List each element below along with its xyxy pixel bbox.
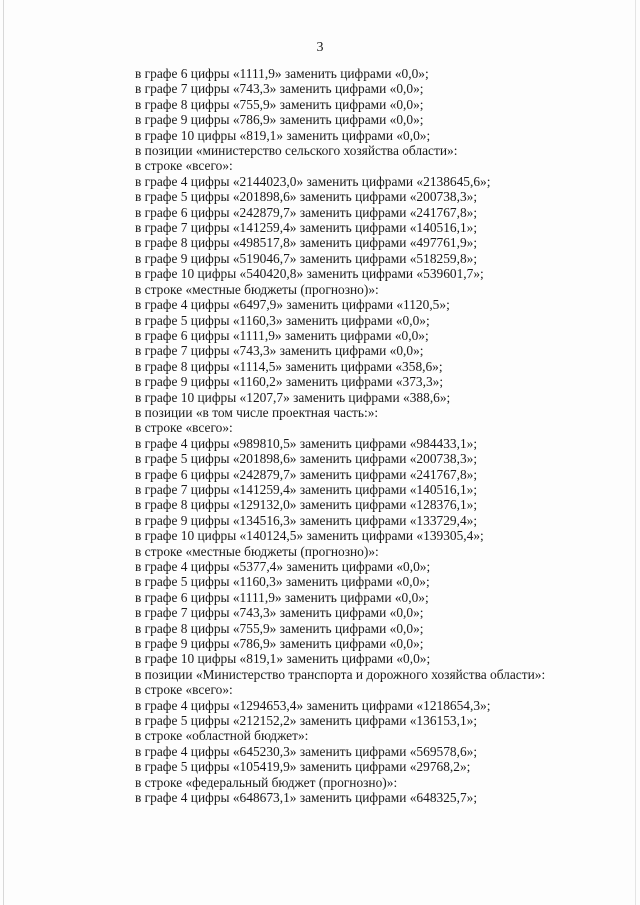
text-line: в графе 6 цифры «242879,7» заменить цифрами «241767,8»; — [135, 204, 478, 220]
text-line: в графе 8 цифры «1114,5» заменить цифрами «358,6»; — [135, 358, 443, 374]
text-line: в строке «местные бюджеты (прогнозно)»: — [135, 281, 379, 297]
text-line: в графе 8 цифры «755,9» заменить цифрами «0,0»; — [135, 96, 424, 112]
text-line: в графе 7 цифры «743,3» заменить цифрами «0,0»; — [135, 343, 424, 359]
text-line: в графе 5 цифры «1160,3» заменить цифрами «0,0»; — [135, 312, 430, 328]
text-line: в строке «всего»: — [135, 420, 233, 436]
text-line: в строке «местные бюджеты (прогнозно)»: — [135, 543, 379, 559]
text-line: в графе 4 цифры «2144023,0» заменить цифрами «2138645,6»; — [135, 173, 491, 189]
text-line: в графе 10 цифры «819,1» заменить цифрами «0,0»; — [135, 127, 431, 143]
text-line: в строке «федеральный бюджет (прогнозно)»: — [135, 774, 398, 790]
text-line: в графе 4 цифры «1294653,4» заменить цифрами «1218654,3»; — [135, 697, 491, 713]
text-line: в позиции «министерство сельского хозяйства области»: — [135, 143, 458, 159]
text-line: в графе 4 цифры «6497,9» заменить цифрами «1120,5»; — [135, 297, 450, 313]
text-line: в графе 4 цифры «5377,4» заменить цифрами «0,0»; — [135, 559, 431, 574]
text-line: в графе 4 цифры «648673,1» заменить цифрами «648325,7»; — [135, 790, 478, 806]
text-line: в графе 6 цифры «1111,9» заменить цифрами «0,0»; — [135, 327, 429, 343]
text-line: в графе 9 цифры «786,9» заменить цифрами «0,0»; — [135, 636, 424, 652]
text-line: в графе 5 цифры «1160,3» заменить цифрами «0,0»; — [135, 574, 430, 590]
text-line: в графе 5 цифры «201898,6» заменить цифрами «200738,3»; — [135, 451, 478, 467]
scan-edge-left — [3, 0, 4, 905]
text-line: в графе 7 цифры «141259,4» заменить цифрами «140516,1»; — [135, 220, 478, 236]
text-line: в графе 6 цифры «1111,9» заменить цифрами «0,0»; — [135, 66, 429, 81]
page-number: 3 — [316, 40, 324, 55]
text-line: в графе 4 цифры «645230,3» заменить цифрами «569578,6»; — [135, 743, 478, 759]
text-line: в строке «всего»: — [135, 682, 233, 698]
text-line: в графе 4 цифры «989810,5» заменить цифрами «984433,1»; — [135, 435, 478, 451]
text-line: в позиции «Министерство транспорта и дорожного хозяйства области»: — [135, 666, 546, 682]
text-line: в графе 9 цифры «786,9» заменить цифрами «0,0»; — [135, 112, 424, 128]
text-line: в графе 7 цифры «743,3» заменить цифрами «0,0»; — [135, 81, 424, 97]
text-line: в графе 7 цифры «743,3» заменить цифрами «0,0»; — [135, 605, 424, 621]
text-line: в графе 6 цифры «242879,7» заменить цифрами «241767,8»; — [135, 466, 478, 482]
text-line: в строке «всего»: — [135, 158, 233, 174]
amendment-list — [135, 66, 615, 806]
text-line: в графе 5 цифры «201898,6» заменить цифрами «200738,3»; — [135, 189, 478, 205]
text-line: в графе 5 цифры «212152,2» заменить цифрами «136153,1»; — [135, 713, 478, 729]
scan-edge-right — [635, 0, 636, 905]
text-line: в графе 5 цифры «105419,9» заменить цифрами «29768,2»; — [135, 759, 471, 775]
text-line: в графе 8 цифры «498517,8» заменить цифрами «497761,9»; — [135, 235, 478, 251]
text-line: в графе 8 цифры «755,9» заменить цифрами «0,0»; — [135, 620, 424, 636]
text-line: в графе 6 цифры «1111,9» заменить цифрами «0,0»; — [135, 589, 429, 605]
text-line: в позиции «в том числе проектная часть:»: — [135, 404, 379, 420]
text-line: в графе 8 цифры «129132,0» заменить цифрами «128376,1»; — [135, 497, 478, 513]
text-line: в графе 9 цифры «1160,2» заменить цифрами «373,3»; — [135, 374, 444, 390]
text-line: в графе 7 цифры «141259,4» заменить цифрами «140516,1»; — [135, 481, 478, 497]
text-line: в графе 10 цифры «819,1» заменить цифрами «0,0»; — [135, 651, 431, 667]
text-line: в строке «областной бюджет»: — [135, 728, 309, 744]
text-line: в графе 9 цифры «519046,7» заменить цифрами «518259,8»; — [135, 250, 478, 266]
text-line: в графе 10 цифры «540420,8» заменить цифрами «539601,7»; — [135, 266, 484, 282]
text-line: в графе 9 цифры «134516,3» заменить цифрами «133729,4»; — [135, 512, 478, 528]
text-line: в графе 10 цифры «140124,5» заменить цифрами «139305,4»; — [135, 528, 484, 544]
text-line: в графе 10 цифры «1207,7» заменить цифрами «388,6»; — [135, 389, 451, 405]
